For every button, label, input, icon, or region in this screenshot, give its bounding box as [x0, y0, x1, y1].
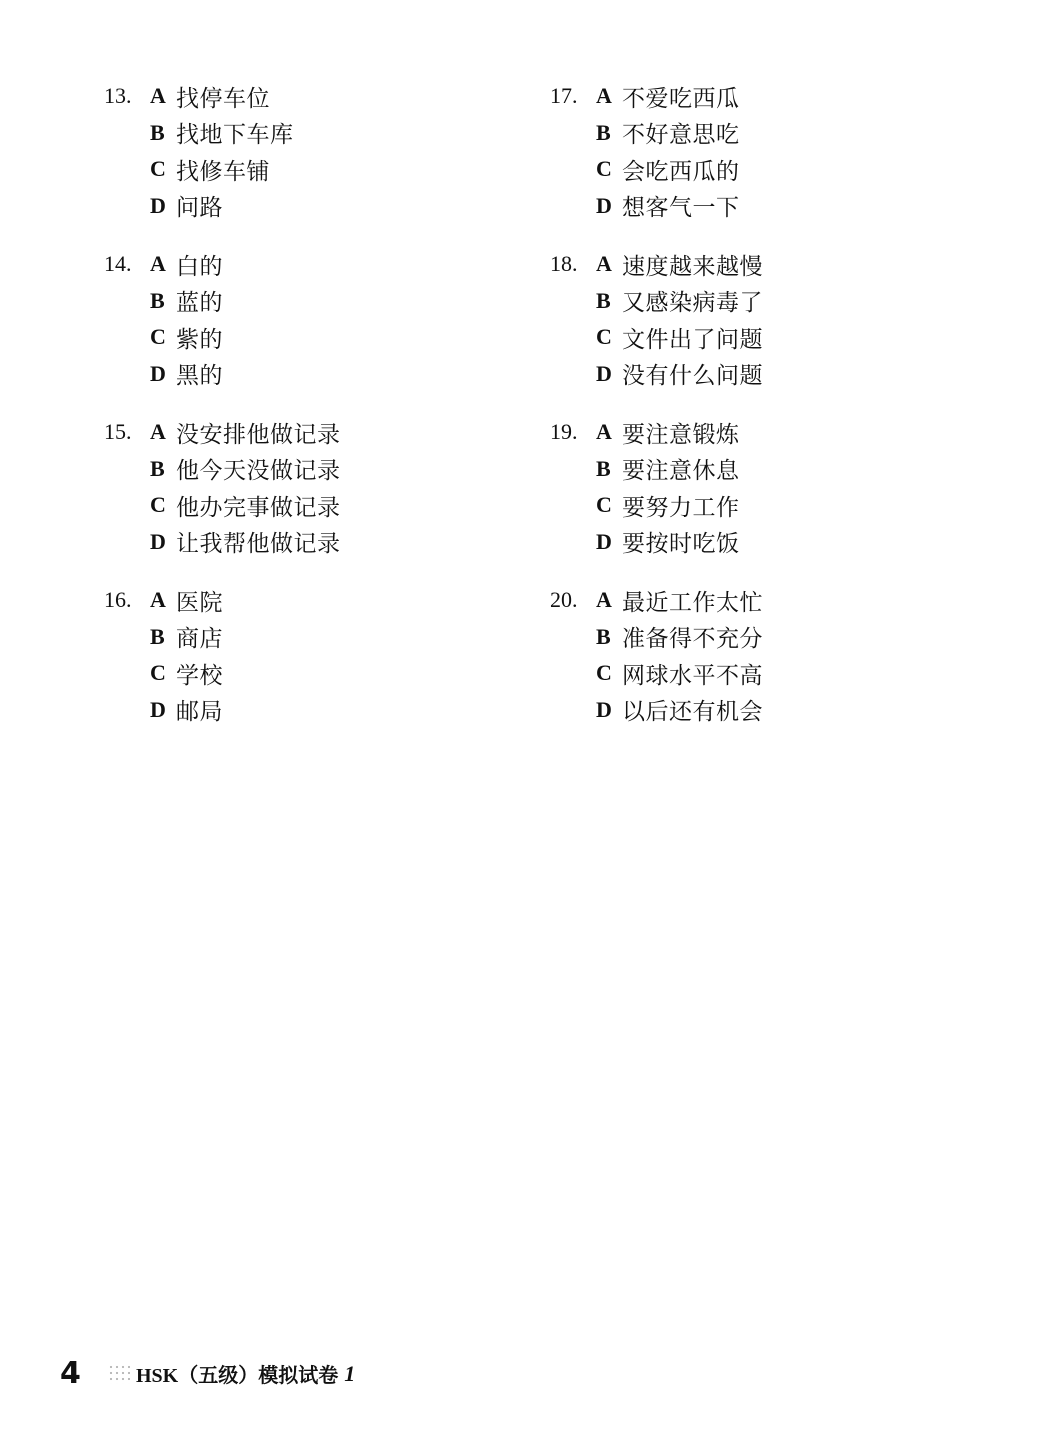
option-row — [550, 451, 763, 488]
option-letter: B — [150, 623, 165, 649]
left-question-column — [104, 78, 341, 750]
option-text: 不好意思吃 — [622, 122, 740, 149]
option-letter: A — [596, 83, 612, 109]
option-text: 要注意锻炼 — [622, 421, 740, 448]
option-text: 不爱吃西瓜 — [622, 85, 740, 112]
option-row — [104, 451, 341, 488]
page-footer — [60, 1356, 355, 1391]
question-number: 17. — [550, 83, 578, 109]
option-text: 要按时吃饭 — [622, 531, 740, 558]
decorative-dots — [108, 1364, 130, 1384]
option-text: 想客气一下 — [622, 195, 740, 222]
option-text: 商店 — [176, 626, 223, 653]
option-text: 最近工作太忙 — [622, 589, 763, 616]
question-number: 15. — [104, 419, 132, 445]
option-row — [550, 655, 763, 692]
question-number: 14. — [104, 251, 132, 277]
option-row — [104, 188, 341, 225]
option-text: 黑的 — [176, 363, 223, 390]
option-text: 找停车位 — [176, 85, 270, 112]
question-number: 19. — [550, 419, 578, 445]
option-text: 蓝的 — [176, 290, 223, 317]
option-letter: A — [150, 587, 166, 613]
question-number: 18. — [550, 251, 578, 277]
option-text: 让我帮他做记录 — [176, 531, 341, 558]
option-row — [550, 319, 763, 356]
question-13 — [104, 78, 341, 224]
option-text: 找地下车库 — [176, 122, 294, 149]
option-row — [104, 78, 341, 115]
option-letter: A — [596, 419, 612, 445]
option-text: 白的 — [176, 253, 223, 280]
option-row — [104, 246, 341, 283]
option-letter: A — [150, 419, 166, 445]
option-letter: A — [596, 251, 612, 277]
option-letter: D — [150, 192, 166, 218]
question-number: 13. — [104, 83, 132, 109]
option-letter: D — [150, 528, 166, 554]
option-row — [550, 78, 763, 115]
option-letter: A — [596, 587, 612, 613]
option-row — [104, 356, 341, 393]
option-text: 紫的 — [176, 326, 223, 353]
option-letter: B — [596, 287, 611, 313]
option-text: 他办完事做记录 — [176, 494, 341, 521]
option-row — [550, 356, 763, 393]
option-text: 没有什么问题 — [622, 363, 763, 390]
option-letter: C — [596, 492, 612, 518]
option-row — [550, 246, 763, 283]
question-15 — [104, 414, 341, 560]
question-number: 16. — [104, 587, 132, 613]
option-row — [104, 524, 341, 561]
option-letter: B — [596, 623, 611, 649]
option-row — [104, 655, 341, 692]
option-letter: A — [150, 83, 166, 109]
option-text: 医院 — [176, 589, 223, 616]
option-row — [550, 582, 763, 619]
option-text: 他今天没做记录 — [176, 458, 341, 485]
option-letter: D — [596, 528, 612, 554]
option-row — [104, 582, 341, 619]
option-row — [550, 487, 763, 524]
option-letter: D — [150, 360, 166, 386]
option-letter: C — [596, 156, 612, 182]
page-number: 4 — [60, 1356, 81, 1391]
option-text: 要努力工作 — [622, 494, 740, 521]
option-text: 要注意休息 — [622, 458, 740, 485]
option-row — [550, 619, 763, 656]
option-text: 又感染病毒了 — [622, 290, 763, 317]
option-text: 找修车铺 — [176, 158, 270, 185]
option-row — [550, 692, 763, 729]
option-row — [104, 487, 341, 524]
question-20 — [550, 582, 763, 728]
option-letter: B — [596, 119, 611, 145]
option-text: 以后还有机会 — [622, 699, 763, 726]
option-row — [550, 524, 763, 561]
option-text: 文件出了问题 — [622, 326, 763, 353]
option-letter: B — [596, 455, 611, 481]
option-row — [550, 414, 763, 451]
option-letter: D — [596, 360, 612, 386]
option-letter: C — [150, 156, 166, 182]
option-letter: C — [150, 324, 166, 350]
option-row — [104, 151, 341, 188]
option-letter: D — [596, 696, 612, 722]
option-letter: B — [150, 455, 165, 481]
question-18 — [550, 246, 763, 392]
question-number: 20. — [550, 587, 578, 613]
option-row — [550, 151, 763, 188]
question-19 — [550, 414, 763, 560]
option-row — [104, 414, 341, 451]
option-text: 学校 — [176, 662, 223, 689]
option-letter: C — [150, 660, 166, 686]
option-row — [104, 692, 341, 729]
question-17 — [550, 78, 763, 224]
option-text: 问路 — [176, 195, 223, 222]
option-letter: A — [150, 251, 166, 277]
option-row — [104, 619, 341, 656]
right-question-column — [550, 78, 763, 750]
option-text: 网球水平不高 — [622, 662, 763, 689]
option-text: 会吃西瓜的 — [622, 158, 740, 185]
question-14 — [104, 246, 341, 392]
option-letter: C — [596, 324, 612, 350]
option-letter: C — [150, 492, 166, 518]
option-letter: D — [596, 192, 612, 218]
option-text: 速度越来越慢 — [622, 253, 763, 280]
option-row — [550, 115, 763, 152]
option-letter: B — [150, 119, 165, 145]
option-text: 没安排他做记录 — [176, 421, 341, 448]
paper-number: 1 — [344, 1360, 356, 1386]
option-row — [104, 115, 341, 152]
option-text: 准备得不充分 — [622, 626, 763, 653]
option-letter: C — [596, 660, 612, 686]
option-letter: D — [150, 696, 166, 722]
option-letter: B — [150, 287, 165, 313]
option-row — [550, 188, 763, 225]
option-row — [104, 283, 341, 320]
option-text: 邮局 — [176, 699, 223, 726]
exam-title: HSK（五级）模拟试卷 — [136, 1365, 339, 1387]
question-16 — [104, 582, 341, 728]
option-row — [550, 283, 763, 320]
option-row — [104, 319, 341, 356]
